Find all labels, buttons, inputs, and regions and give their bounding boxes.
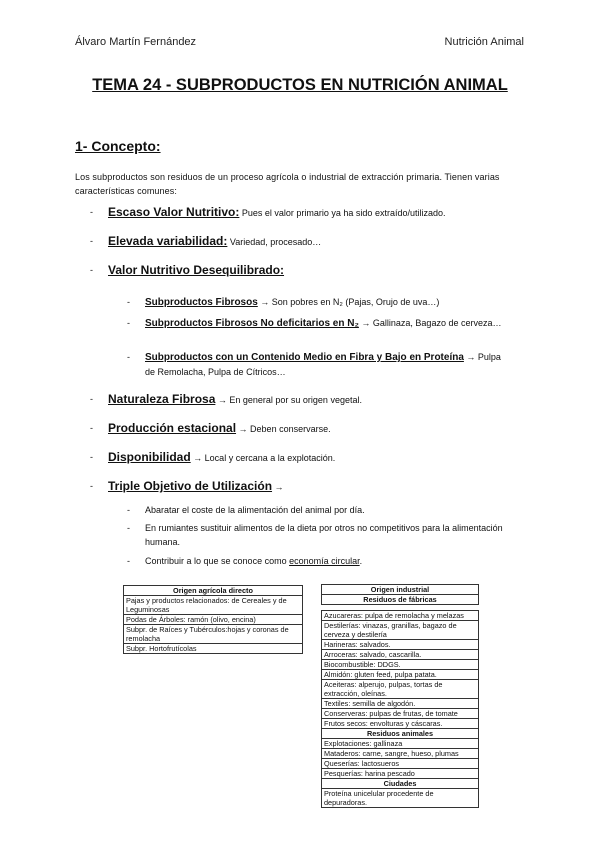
- bullet-dash: -: [90, 423, 93, 433]
- bullet-label: Escaso Valor Nutritivo:: [108, 205, 240, 219]
- subbullet-item: [127, 295, 507, 310]
- bullet-text: → En general por su origen vegetal.: [215, 395, 362, 405]
- bullet-text: Variedad, procesado…: [227, 237, 322, 247]
- bullet-text: → Deben conservarse.: [236, 424, 331, 434]
- bullet-item: [90, 422, 510, 436]
- bullet-item: [90, 206, 510, 220]
- bullet-dash: -: [127, 556, 130, 566]
- table-origen-agricola: [123, 585, 303, 654]
- bullet-dash: -: [127, 523, 130, 533]
- table-origen-industrial: [321, 584, 479, 808]
- table-row: Conserveras: pulpas de frutas, de tomate: [322, 709, 479, 719]
- bullet-dash: -: [90, 265, 93, 275]
- table-row: Proteína unicelular procedente de depuradoras.: [322, 789, 479, 808]
- objective-text: En rumiantes sustituir alimentos de la dieta por otros no competitivos para la alimentación humana.: [145, 523, 503, 547]
- bullet-text: → Local y cercana a la explotación.: [190, 453, 336, 463]
- subbullet-label: Subproductos Fibrosos: [145, 297, 258, 308]
- objective-text: Contribuir a lo que se conoce como: [145, 556, 290, 566]
- table-row: Frutos secos: envolturas y cáscaras.: [322, 719, 479, 729]
- table-row: Arroceras: salvado, cascarilla.: [322, 650, 479, 660]
- bullet-item: [90, 235, 510, 249]
- header-author: Álvaro Martín Fernández: [75, 36, 197, 48]
- bullet-label: Valor Nutritivo Desequilibrado:: [108, 263, 285, 277]
- table-row: Subpr. Hortofrutícolas: [124, 644, 303, 654]
- table-row: Almidón: gluten feed, pulpa patata.: [322, 670, 479, 680]
- bullet-dash: -: [90, 394, 93, 404]
- bullet-dash: -: [127, 297, 130, 307]
- bullet-label: Triple Objetivo de Utilización: [108, 479, 273, 493]
- table-subheader: Residuos animales: [322, 729, 479, 739]
- bullet-text: →: [272, 482, 284, 492]
- table-subheader: Ciudades: [322, 779, 479, 789]
- page-title: TEMA 24 - SUBPRODUCTOS EN NUTRICIÓN ANIMAL: [92, 76, 508, 94]
- header-subject: Nutrición Animal: [444, 36, 524, 48]
- subbullet-item: [127, 316, 507, 331]
- bullet-item: [90, 264, 510, 278]
- table-row: Destilerías: vinazas, granillas, bagazo de cerveza y destilería: [322, 621, 479, 640]
- objective-item: [127, 503, 507, 517]
- bullet-label: Elevada variabilidad:: [108, 234, 228, 248]
- subbullet-item: [127, 350, 507, 379]
- table-row: Podas de Árboles: ramón (olivo, encina): [124, 615, 303, 625]
- bullet-item: [90, 393, 510, 407]
- subbullet-label: Subproductos Fibrosos No deficitarios en N₂: [145, 318, 359, 329]
- table-row: Subpr. de Raíces y Tubérculos:hojas y coronas de remolacha: [124, 625, 303, 644]
- table-row: Harineras: salvados.: [322, 640, 479, 650]
- bullet-dash: -: [90, 452, 93, 462]
- intro-paragraph: Los subproductos son residuos de un proceso agrícola o industrial de extracción primaria. Tienen varias características comunes:: [75, 172, 500, 196]
- bullet-dash: -: [90, 207, 93, 217]
- bullet-dash: -: [127, 505, 130, 515]
- objective-text: .: [359, 556, 363, 566]
- table-row: Biocombustible: DDGS.: [322, 660, 479, 670]
- table-row: Pesquerías: harina pescado: [322, 769, 479, 779]
- bullet-dash: -: [90, 236, 93, 246]
- table-row: Pajas y productos relacionados: de Cereales y de Leguminosas: [124, 596, 303, 615]
- economia-circular-link: economía circular: [289, 556, 360, 566]
- bullet-label: Producción estacional: [108, 421, 237, 435]
- subbullet-text: → Pulpa de Remolacha, Pulpa de Cítricos…: [145, 352, 501, 377]
- table-row: Azucareras: pulpa de remolacha y melazas: [322, 611, 479, 621]
- table-header: Origen industrial: [322, 585, 479, 595]
- table-header: Origen agrícola directo: [124, 586, 303, 596]
- objective-item: [127, 554, 507, 568]
- table-row: Textiles: semilla de algodón.: [322, 699, 479, 709]
- subbullet-text: → Son pobres en N₂ (Pajas, Orujo de uva…): [257, 297, 440, 307]
- bullet-item: [90, 480, 510, 494]
- table-row: Explotaciones: gallinaza: [322, 739, 479, 749]
- bullet-label: Naturaleza Fibrosa: [108, 392, 216, 406]
- bullet-label: Disponibilidad: [108, 450, 191, 464]
- subbullet-text: → Gallinaza, Bagazo de cerveza…: [358, 318, 502, 328]
- table-row: Queserías: lactosueros: [322, 759, 479, 769]
- bullet-dash: -: [127, 352, 130, 362]
- bullet-text: Pues el valor primario ya ha sido extraído/utilizado.: [239, 208, 446, 218]
- bullet-dash: -: [90, 481, 93, 491]
- subbullet-label: Subproductos con un Contenido Medio en Fibra y Bajo en Proteína: [145, 352, 464, 363]
- table-subheader: Residuos de fábricas: [322, 595, 479, 605]
- objective-text: Abaratar el coste de la alimentación del animal por día.: [145, 505, 365, 515]
- section-heading: 1- Concepto:: [75, 138, 161, 154]
- bullet-dash: -: [127, 318, 130, 328]
- table-row: Aceiteras: alperujo, pulpas, tortas de extracción, oleínas.: [322, 680, 479, 699]
- table-row: Mataderos: carne, sangre, hueso, plumas: [322, 749, 479, 759]
- bullet-item: [90, 451, 510, 465]
- objective-item: [127, 521, 507, 549]
